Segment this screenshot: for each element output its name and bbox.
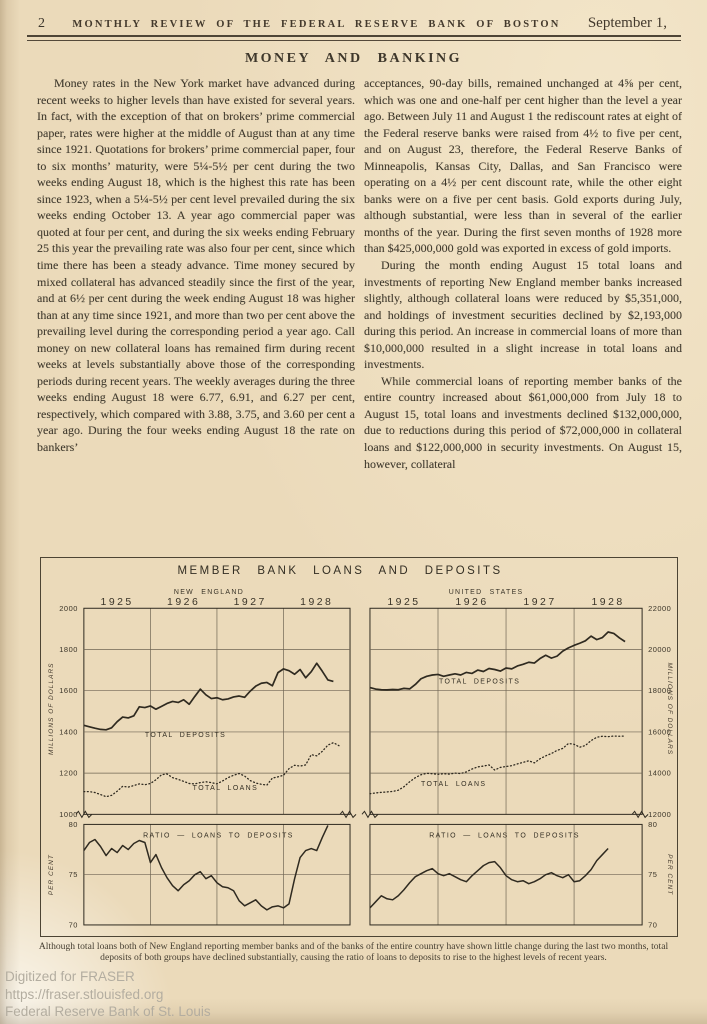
- chart-figure: [40, 557, 678, 937]
- svg-text:1200: 1200: [59, 768, 78, 778]
- svg-text:1400: 1400: [59, 727, 78, 737]
- page-number: 2: [38, 16, 45, 31]
- masthead-title: MONTHLY REVIEW OF THE FEDERAL RESERVE BANK OF BOSTON: [72, 19, 561, 30]
- svg-text:1600: 1600: [59, 686, 78, 696]
- svg-text:18000: 18000: [648, 686, 672, 696]
- svg-text:1000: 1000: [59, 809, 78, 819]
- svg-text:NEW ENGLAND: NEW ENGLAND: [173, 589, 245, 597]
- paragraph-country-loans: While commercial loans of reporting member banks of the entire country increased about $61,000,000 from July 18 to August 15, total loans and investments declined $132,000,000, due to reductions during this period of $72,000,000 in collateral loans and $122,000,000 in security investments. On August 15, however, collateral: [364, 373, 682, 471]
- page-header: [0, 0, 707, 32]
- svg-text:1925: 1925: [387, 596, 421, 609]
- svg-text:1800: 1800: [59, 644, 78, 655]
- svg-text:UNITED STATES: UNITED STATES: [448, 589, 524, 597]
- svg-text:80: 80: [68, 819, 78, 829]
- right-column: [364, 75, 682, 552]
- svg-text:70: 70: [68, 920, 78, 930]
- svg-text:2000: 2000: [59, 603, 78, 613]
- svg-text:1925: 1925: [100, 596, 134, 609]
- svg-text:16000: 16000: [648, 727, 672, 737]
- svg-text:1926: 1926: [167, 596, 201, 609]
- paragraph-money-rates: Money rates in the New York market have advanced during recent weeks to higher levels than have existed for several years. In fact, with the exception of that on brokers’ prime commercial paper, rates were higher at the middle of August than at any time since 1921. Quotations for brokers’ prime commercial paper, four to six months’ maturity, were 5¼-5½ per cent during the two weeks ending August 18, which is the highest this rate has been since 1923, when a 5¼-5½ per cent level prevailed during the six weeks ending October 13. A year ago commercial paper was quoted at four per cent, and during the six weeks ending February 25 this year the prevailing rate was also four per cent, since which time there has been a steady advance. Time money secured by mixed collateral has advanced steadily since the first of the year, and at 6½ per cent during the week ending August 18 was higher than at any time since 1921, and more than two per cent above the prevailing level during the corresponding period a year ago. Call money on new collateral loans has remained firm during recent weeks at levels substantially above those of the corresponding periods during recent years. The weekly averages during the three weeks ending August 18 were 6.77, 6.91, and 6.27 per cent, respectively, which compared with 3.88, 3.75, and 3.60 per cent a year ago. During the four weeks ending August 18 the rate on bankers’: [37, 76, 355, 455]
- svg-text:14000: 14000: [648, 768, 672, 778]
- svg-text:MEMBER BANK LOANS AND DEPOSITS: MEMBER BANK LOANS AND DEPOSITS: [177, 565, 503, 578]
- svg-text:PER CENT: PER CENT: [666, 854, 674, 896]
- svg-text:75: 75: [68, 870, 78, 880]
- svg-text:75: 75: [648, 870, 658, 880]
- svg-text:22000: 22000: [648, 603, 672, 613]
- svg-text:TOTAL DEPOSITS: TOTAL DEPOSITS: [144, 731, 227, 739]
- issue-date: September 1,: [587, 15, 667, 31]
- svg-text:20000: 20000: [648, 644, 672, 655]
- paragraph-acceptances: acceptances, 90-day bills, remained unchanged at 4⅝ per cent, which was one and one-half per cent higher than the level a year ago. Between July 11 and August 1 the rediscount rates at eight of the Federal reserve banks were raised from 4½ to five per cent, and on August 23, therefore, the Federal Reserve Banks of Minneapolis, Kansas City, Dallas, and San Francisco were operating on a 4½ per cent discount rate, while the other eight banks were on a five per cent basis. Gold exports during July, although substantial, were less than in several of the earlier months of the year. During the first seven months of 1928 more than $425,000,000 gold was exported in excess of gold imports.: [364, 76, 682, 256]
- header-double-rule: [27, 35, 681, 41]
- section-title: MONEY AND BANKING: [244, 51, 463, 66]
- footer-line-fraser: Digitized for FRASER: [5, 969, 135, 985]
- svg-text:12000: 12000: [648, 809, 672, 819]
- svg-text:PER CENT: PER CENT: [47, 854, 55, 896]
- svg-text:TOTAL DEPOSITS: TOTAL DEPOSITS: [438, 678, 521, 686]
- paragraph-new-england-loans: During the month ending August 15 total loans and investments of reporting New England member banks increased slightly, although collateral loans were reduced by $5,351,000, and holdings of investment securities declined by $2,193,000 during this period. An increase in commercial loans of more than $10,000,000 resulted in a slight increase in total loans and investments.: [364, 258, 682, 372]
- member-bank-loans-and-deposits-chart: [41, 558, 677, 936]
- svg-text:RATIO — LOANS TO DEPOSITS: RATIO — LOANS TO DEPOSITS: [143, 832, 294, 840]
- footer-line-url: https://fraser.stlouisfed.org: [5, 986, 164, 1002]
- figure-caption: Although total loans both of New England reporting member banks and of the banks of the entire country have shown little change during the last two months, total deposits of both groups have declined substantially, causing the ratio of loans to deposits to rise to the highest levels of recent years.: [38, 941, 669, 964]
- svg-text:MILLIONS OF DOLLARS: MILLIONS OF DOLLARS: [47, 662, 55, 756]
- svg-text:TOTAL LOANS: TOTAL LOANS: [420, 781, 487, 789]
- svg-text:TOTAL LOANS: TOTAL LOANS: [192, 785, 259, 793]
- svg-text:80: 80: [648, 819, 658, 829]
- left-column: [37, 75, 355, 552]
- article-columns: [37, 75, 682, 552]
- svg-text:1926: 1926: [455, 596, 489, 609]
- svg-text:1928: 1928: [591, 596, 625, 609]
- svg-text:1928: 1928: [300, 596, 334, 609]
- footer-line-bank: Federal Reserve Bank of St. Louis: [5, 1004, 211, 1020]
- svg-text:MILLIONS OF DOLLARS: MILLIONS OF DOLLARS: [666, 662, 674, 756]
- svg-text:1927: 1927: [233, 596, 267, 609]
- digitization-footer: [5, 968, 211, 1021]
- svg-text:RATIO — LOANS TO DEPOSITS: RATIO — LOANS TO DEPOSITS: [429, 832, 580, 840]
- svg-text:1927: 1927: [523, 596, 557, 609]
- svg-text:70: 70: [648, 920, 658, 930]
